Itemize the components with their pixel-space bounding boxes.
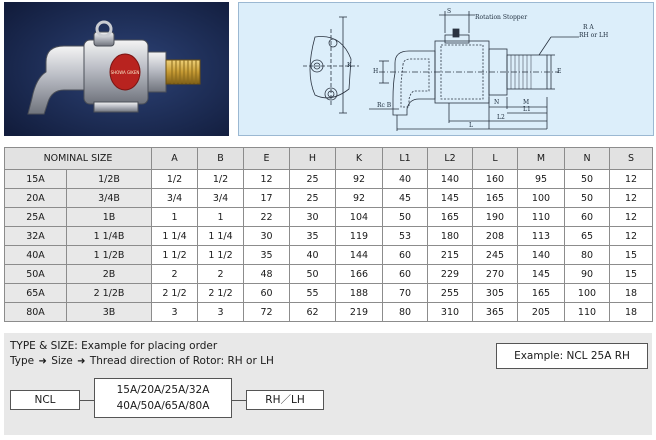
- dim-ra-label: R A: [583, 24, 594, 31]
- cell-k: 92: [336, 170, 383, 189]
- cell-b: 1 1/2: [198, 246, 244, 265]
- cell-b: 1/2: [198, 170, 244, 189]
- cell-size: 15A: [5, 170, 67, 189]
- cell-s: 15: [610, 246, 653, 265]
- table-row: [5, 284, 653, 303]
- cell-m: 145: [518, 265, 565, 284]
- dim-s-label: S: [447, 8, 452, 15]
- cell-inch: 1/2B: [67, 170, 152, 189]
- cell-l2: 165: [428, 208, 473, 227]
- cell-l2: 180: [428, 227, 473, 246]
- cell-h: 35: [290, 227, 336, 246]
- cell-inch: 1B: [67, 208, 152, 227]
- cell-k: 119: [336, 227, 383, 246]
- thread-direction-text: Thread direction of Rotor: RH or LH: [89, 355, 274, 367]
- cell-l: 208: [473, 227, 518, 246]
- cell-size: 25A: [5, 208, 67, 227]
- cell-b: 1: [198, 208, 244, 227]
- cell-n: 100: [565, 284, 610, 303]
- cell-inch: 3B: [67, 303, 152, 322]
- cell-size: 50A: [5, 265, 67, 284]
- cell-l: 270: [473, 265, 518, 284]
- cell-size: 20A: [5, 189, 67, 208]
- cell-e: 12: [244, 170, 290, 189]
- cell-l1: 60: [383, 265, 428, 284]
- cell-e: 17: [244, 189, 290, 208]
- cell-l1: 40: [383, 170, 428, 189]
- cell-k: 188: [336, 284, 383, 303]
- cell-h: 30: [290, 208, 336, 227]
- cell-a: 1 1/4: [152, 227, 198, 246]
- arrow-right-icon: ➜: [77, 356, 86, 367]
- cell-l1: 80: [383, 303, 428, 322]
- cell-b: 1 1/4: [198, 227, 244, 246]
- cell-b: 3: [198, 303, 244, 322]
- cell-l1: 50: [383, 208, 428, 227]
- dim-l1-label: L1: [523, 106, 531, 113]
- cell-s: 12: [610, 189, 653, 208]
- cell-l2: 310: [428, 303, 473, 322]
- cell-k: 104: [336, 208, 383, 227]
- product-photo: [4, 2, 229, 136]
- label-text: SHOWA GIKEN: [110, 70, 140, 75]
- cell-e: 48: [244, 265, 290, 284]
- cell-l1: 45: [383, 189, 428, 208]
- size-options-line-2: 40A/50A/65A/80A: [116, 400, 210, 412]
- cell-e: 72: [244, 303, 290, 322]
- cell-l2: 140: [428, 170, 473, 189]
- rh-or-lh-label: RH or LH: [579, 32, 609, 39]
- cell-a: 2: [152, 265, 198, 284]
- cell-inch: 1 1/4B: [67, 227, 152, 246]
- connector-line: [80, 400, 94, 401]
- table-row: [5, 227, 653, 246]
- col-header-s: S: [610, 148, 653, 170]
- col-header-b: B: [198, 148, 244, 170]
- cell-h: 62: [290, 303, 336, 322]
- dim-h-label: H: [373, 68, 379, 75]
- cell-l1: 70: [383, 284, 428, 303]
- cell-s: 12: [610, 170, 653, 189]
- dim-m-label: M: [523, 99, 530, 106]
- cell-e: 22: [244, 208, 290, 227]
- cell-size: 40A: [5, 246, 67, 265]
- cell-n: 60: [565, 208, 610, 227]
- model-box: NCL: [10, 390, 80, 410]
- cell-a: 1/2: [152, 170, 198, 189]
- cell-h: 25: [290, 189, 336, 208]
- rotation-stopper-label: Rotation Stopper: [475, 14, 528, 21]
- cell-inch: 3/4B: [67, 189, 152, 208]
- col-header-l2: L2: [428, 148, 473, 170]
- col-header-k: K: [336, 148, 383, 170]
- cell-m: 140: [518, 246, 565, 265]
- col-header-e: E: [244, 148, 290, 170]
- cell-a: 3/4: [152, 189, 198, 208]
- cell-h: 25: [290, 170, 336, 189]
- cell-s: 18: [610, 303, 653, 322]
- cell-s: 12: [610, 208, 653, 227]
- cell-a: 1: [152, 208, 198, 227]
- dimension-drawing: [238, 2, 654, 136]
- table-row: [5, 170, 653, 189]
- cell-n: 80: [565, 246, 610, 265]
- table-row: [5, 265, 653, 284]
- rotary-joint-photo: [4, 2, 229, 136]
- col-header-a: A: [152, 148, 198, 170]
- table-row: [5, 208, 653, 227]
- type-word: Type: [10, 355, 35, 367]
- col-header-l1: L1: [383, 148, 428, 170]
- cell-l2: 215: [428, 246, 473, 265]
- direction-box: RH／LH: [246, 390, 324, 410]
- example-box: Example: NCL 25A RH: [496, 343, 648, 369]
- cell-b: 3/4: [198, 189, 244, 208]
- table-row: [5, 246, 653, 265]
- dim-e-label: E: [557, 68, 562, 75]
- order-example-panel: [4, 333, 652, 435]
- cell-s: 12: [610, 227, 653, 246]
- cell-m: 100: [518, 189, 565, 208]
- cell-l2: 255: [428, 284, 473, 303]
- cell-inch: 2B: [67, 265, 152, 284]
- dim-rc-b-label: Rc B: [377, 102, 392, 109]
- connector-line: [232, 400, 246, 401]
- rotary-joint-drawing: [239, 3, 654, 136]
- cell-e: 30: [244, 227, 290, 246]
- cell-inch: 1 1/2B: [67, 246, 152, 265]
- cell-size: 65A: [5, 284, 67, 303]
- cell-a: 1 1/2: [152, 246, 198, 265]
- cell-k: 144: [336, 246, 383, 265]
- cell-m: 165: [518, 284, 565, 303]
- cell-n: 65: [565, 227, 610, 246]
- cell-a: 2 1/2: [152, 284, 198, 303]
- col-header-n: N: [565, 148, 610, 170]
- cell-n: 50: [565, 170, 610, 189]
- cell-e: 35: [244, 246, 290, 265]
- cell-size: 80A: [5, 303, 67, 322]
- cell-k: 166: [336, 265, 383, 284]
- dim-l2-label: L2: [497, 114, 505, 121]
- col-header-l: L: [473, 148, 518, 170]
- cell-k: 92: [336, 189, 383, 208]
- cell-l: 165: [473, 189, 518, 208]
- cell-l: 160: [473, 170, 518, 189]
- size-word: Size: [51, 355, 73, 367]
- cell-l: 305: [473, 284, 518, 303]
- cell-m: 113: [518, 227, 565, 246]
- cell-h: 55: [290, 284, 336, 303]
- size-options-box: [94, 378, 232, 418]
- cell-m: 205: [518, 303, 565, 322]
- col-header-nominal-size: NOMINAL SIZE: [5, 148, 152, 170]
- size-options-line-1: 15A/20A/25A/32A: [116, 384, 210, 396]
- cell-l1: 60: [383, 246, 428, 265]
- cell-m: 95: [518, 170, 565, 189]
- cell-s: 15: [610, 265, 653, 284]
- cell-inch: 2 1/2B: [67, 284, 152, 303]
- dim-n-label: N: [494, 99, 500, 106]
- cell-l: 245: [473, 246, 518, 265]
- cell-m: 110: [518, 208, 565, 227]
- cell-b: 2 1/2: [198, 284, 244, 303]
- cell-n: 90: [565, 265, 610, 284]
- cell-b: 2: [198, 265, 244, 284]
- table-header-row: [5, 148, 653, 170]
- cell-n: 110: [565, 303, 610, 322]
- cell-l1: 53: [383, 227, 428, 246]
- cell-l: 190: [473, 208, 518, 227]
- order-sequence: [10, 355, 274, 367]
- dim-k-label: K: [347, 62, 352, 69]
- cell-size: 32A: [5, 227, 67, 246]
- arrow-right-icon: ➜: [38, 356, 47, 367]
- cell-k: 219: [336, 303, 383, 322]
- cell-h: 40: [290, 246, 336, 265]
- cell-l2: 229: [428, 265, 473, 284]
- cell-a: 3: [152, 303, 198, 322]
- cell-l: 365: [473, 303, 518, 322]
- col-header-h: H: [290, 148, 336, 170]
- table-row: [5, 303, 653, 322]
- col-header-m: M: [518, 148, 565, 170]
- table-row: [5, 189, 653, 208]
- cell-e: 60: [244, 284, 290, 303]
- dimension-table: [4, 147, 653, 322]
- cell-n: 50: [565, 189, 610, 208]
- cell-s: 18: [610, 284, 653, 303]
- cell-l2: 145: [428, 189, 473, 208]
- cell-h: 50: [290, 265, 336, 284]
- dim-l-label: L: [469, 122, 473, 129]
- order-title: TYPE & SIZE: Example for placing order: [10, 340, 218, 352]
